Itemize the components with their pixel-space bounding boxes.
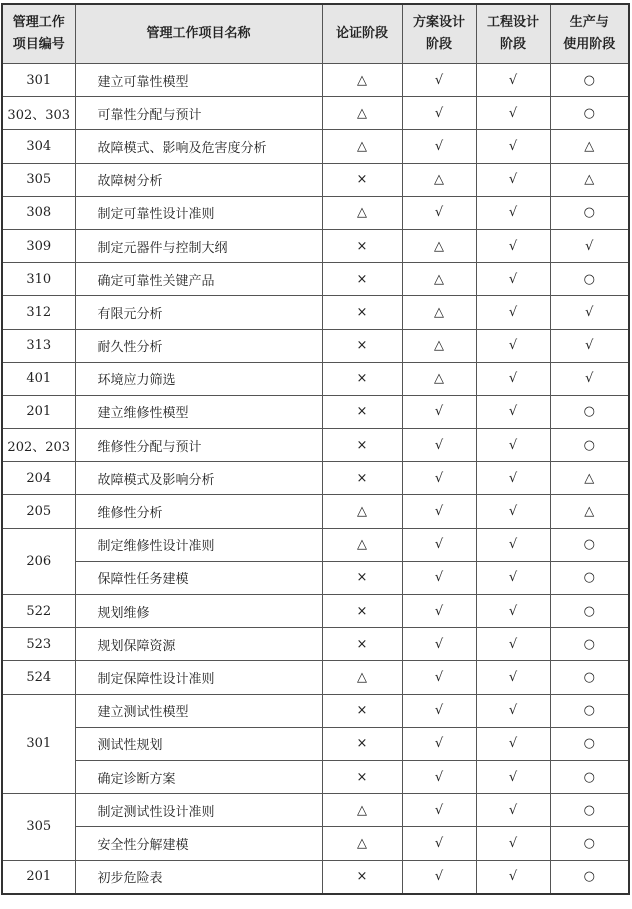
cell-demo: △ (322, 661, 402, 694)
header-scheme-line2: 阶段 (425, 37, 452, 52)
table-row (2, 794, 629, 827)
cell-production: ○ (550, 661, 629, 694)
header-demo: 论证阶段 (322, 4, 402, 64)
table-row (2, 860, 629, 894)
cell-engineering: √ (476, 495, 550, 528)
cell-scheme: √ (402, 794, 476, 827)
cell-scheme: △ (402, 362, 476, 395)
cell-demo: △ (322, 196, 402, 229)
cell-production: ○ (550, 860, 629, 894)
table-row (2, 628, 629, 661)
cell-engineering: √ (476, 362, 550, 395)
cell-code: 313 (2, 329, 75, 362)
cell-name: 制定维修性设计准则 (75, 528, 322, 561)
cell-name: 制定元器件与控制大纲 (75, 229, 322, 262)
cell-scheme: △ (402, 329, 476, 362)
cell-engineering: √ (476, 794, 550, 827)
header-code-line1: 管理工作 (12, 15, 65, 30)
cell-name: 制定保障性设计准则 (75, 661, 322, 694)
cell-engineering: √ (476, 595, 550, 628)
cell-demo: △ (322, 528, 402, 561)
table-row (2, 429, 629, 462)
cell-demo: × (322, 263, 402, 296)
cell-name: 故障模式、影响及危害度分析 (75, 130, 322, 163)
cell-demo: × (322, 163, 402, 196)
header-scheme-line1: 方案设计 (412, 15, 465, 30)
cell-demo: × (322, 462, 402, 495)
cell-production: √ (550, 296, 629, 329)
cell-code: 305 (2, 163, 75, 196)
cell-demo: × (322, 694, 402, 727)
cell-engineering: √ (476, 229, 550, 262)
cell-code: 401 (2, 362, 75, 395)
header-engineering-line1: 工程设计 (486, 15, 539, 30)
table-row (2, 263, 629, 296)
cell-engineering: √ (476, 329, 550, 362)
table-row (2, 296, 629, 329)
table-row (2, 196, 629, 229)
cell-code: 522 (2, 595, 75, 628)
cell-name: 故障模式及影响分析 (75, 462, 322, 495)
cell-name: 耐久性分析 (75, 329, 322, 362)
table-row (2, 462, 629, 495)
table-row (2, 97, 629, 130)
table-row (2, 528, 629, 561)
cell-demo: △ (322, 130, 402, 163)
cell-engineering: √ (476, 163, 550, 196)
cell-scheme: △ (402, 229, 476, 262)
cell-code: 201 (2, 860, 75, 894)
cell-engineering: √ (476, 429, 550, 462)
cell-production: ○ (550, 97, 629, 130)
cell-demo: × (322, 229, 402, 262)
cell-scheme: √ (402, 561, 476, 594)
cell-code: 309 (2, 229, 75, 262)
cell-demo: × (322, 429, 402, 462)
cell-production: ○ (550, 263, 629, 296)
cell-code: 206 (2, 528, 75, 594)
cell-demo: × (322, 760, 402, 793)
table-row (2, 694, 629, 727)
cell-name: 初步危险表 (75, 860, 322, 894)
table-row (2, 329, 629, 362)
cell-code: 301 (2, 694, 75, 794)
cell-scheme: √ (402, 528, 476, 561)
header-scheme (402, 4, 476, 64)
cell-production: ○ (550, 628, 629, 661)
cell-production: ○ (550, 196, 629, 229)
cell-name: 制定可靠性设计准则 (75, 196, 322, 229)
cell-name: 规划保障资源 (75, 628, 322, 661)
cell-name: 确定可靠性关键产品 (75, 263, 322, 296)
cell-production: ○ (550, 760, 629, 793)
cell-demo: × (322, 727, 402, 760)
header-name: 管理工作项目名称 (75, 4, 322, 64)
cell-code: 301 (2, 64, 75, 97)
table-row (2, 395, 629, 428)
cell-name: 可靠性分配与预计 (75, 97, 322, 130)
cell-engineering: √ (476, 528, 550, 561)
cell-engineering: √ (476, 263, 550, 296)
table-row (2, 64, 629, 97)
cell-production: ○ (550, 429, 629, 462)
cell-demo: △ (322, 495, 402, 528)
cell-scheme: √ (402, 495, 476, 528)
cell-scheme: √ (402, 196, 476, 229)
cell-scheme: √ (402, 760, 476, 793)
cell-production: ○ (550, 827, 629, 860)
cell-code: 312 (2, 296, 75, 329)
cell-engineering: √ (476, 727, 550, 760)
cell-code: 202、203 (2, 429, 75, 462)
work-items-table (1, 3, 630, 895)
cell-scheme: √ (402, 595, 476, 628)
cell-scheme: △ (402, 163, 476, 196)
cell-name: 保障性任务建模 (75, 561, 322, 594)
cell-scheme: √ (402, 429, 476, 462)
cell-scheme: √ (402, 628, 476, 661)
cell-engineering: √ (476, 628, 550, 661)
cell-code: 204 (2, 462, 75, 495)
cell-engineering: √ (476, 97, 550, 130)
cell-engineering: √ (476, 860, 550, 894)
header-code (2, 4, 75, 64)
cell-name: 确定诊断方案 (75, 760, 322, 793)
cell-scheme: √ (402, 64, 476, 97)
cell-demo: △ (322, 64, 402, 97)
cell-production: ○ (550, 727, 629, 760)
cell-production: √ (550, 329, 629, 362)
cell-scheme: √ (402, 727, 476, 760)
cell-production: ○ (550, 561, 629, 594)
cell-code: 304 (2, 130, 75, 163)
cell-demo: × (322, 595, 402, 628)
cell-scheme: √ (402, 395, 476, 428)
cell-code: 308 (2, 196, 75, 229)
cell-name: 环境应力筛选 (75, 362, 322, 395)
table-header-row (2, 4, 629, 64)
header-production-line1: 生产与 (569, 15, 609, 30)
cell-name: 建立维修性模型 (75, 395, 322, 428)
cell-code: 201 (2, 395, 75, 428)
cell-engineering: √ (476, 694, 550, 727)
cell-name: 故障树分析 (75, 163, 322, 196)
cell-code: 302、303 (2, 97, 75, 130)
table-row (2, 827, 629, 860)
cell-name: 测试性规划 (75, 727, 322, 760)
cell-demo: × (322, 329, 402, 362)
cell-scheme: √ (402, 462, 476, 495)
header-production-line2: 使用阶段 (563, 37, 616, 52)
cell-production: ○ (550, 64, 629, 97)
table-row (2, 661, 629, 694)
table-row (2, 229, 629, 262)
cell-name: 规划维修 (75, 595, 322, 628)
cell-production: △ (550, 495, 629, 528)
cell-name: 维修性分析 (75, 495, 322, 528)
cell-scheme: √ (402, 97, 476, 130)
cell-code: 205 (2, 495, 75, 528)
table-row (2, 727, 629, 760)
cell-name: 制定测试性设计准则 (75, 794, 322, 827)
cell-code: 305 (2, 794, 75, 860)
table-row (2, 163, 629, 196)
cell-production: ○ (550, 528, 629, 561)
cell-production: ○ (550, 694, 629, 727)
cell-engineering: √ (476, 760, 550, 793)
cell-demo: △ (322, 97, 402, 130)
cell-production: ○ (550, 794, 629, 827)
cell-scheme: △ (402, 296, 476, 329)
cell-scheme: √ (402, 661, 476, 694)
cell-demo: × (322, 362, 402, 395)
header-production (550, 4, 629, 64)
table-row (2, 760, 629, 793)
cell-name: 建立测试性模型 (75, 694, 322, 727)
cell-production: △ (550, 462, 629, 495)
cell-engineering: √ (476, 395, 550, 428)
cell-scheme: △ (402, 263, 476, 296)
table-row (2, 561, 629, 594)
table-row (2, 595, 629, 628)
cell-scheme: √ (402, 130, 476, 163)
cell-production: △ (550, 130, 629, 163)
cell-demo: × (322, 860, 402, 894)
cell-production: △ (550, 163, 629, 196)
cell-production: √ (550, 229, 629, 262)
cell-production: ○ (550, 395, 629, 428)
cell-scheme: √ (402, 827, 476, 860)
cell-demo: × (322, 628, 402, 661)
header-engineering (476, 4, 550, 64)
cell-demo: × (322, 296, 402, 329)
cell-engineering: √ (476, 196, 550, 229)
cell-name: 安全性分解建模 (75, 827, 322, 860)
cell-code: 310 (2, 263, 75, 296)
cell-demo: × (322, 561, 402, 594)
cell-production: √ (550, 362, 629, 395)
cell-engineering: √ (476, 661, 550, 694)
cell-name: 建立可靠性模型 (75, 64, 322, 97)
cell-engineering: √ (476, 130, 550, 163)
cell-code: 524 (2, 661, 75, 694)
cell-production: ○ (550, 595, 629, 628)
cell-demo: △ (322, 827, 402, 860)
cell-engineering: √ (476, 64, 550, 97)
cell-engineering: √ (476, 296, 550, 329)
header-code-line2: 项目编号 (12, 37, 65, 52)
cell-demo: △ (322, 794, 402, 827)
cell-demo: × (322, 395, 402, 428)
table-row (2, 362, 629, 395)
header-engineering-line2: 阶段 (499, 37, 526, 52)
cell-engineering: √ (476, 561, 550, 594)
table-row (2, 495, 629, 528)
cell-scheme: √ (402, 860, 476, 894)
cell-name: 有限元分析 (75, 296, 322, 329)
cell-scheme: √ (402, 694, 476, 727)
table-row (2, 130, 629, 163)
cell-code: 523 (2, 628, 75, 661)
cell-engineering: √ (476, 827, 550, 860)
cell-engineering: √ (476, 462, 550, 495)
cell-name: 维修性分配与预计 (75, 429, 322, 462)
